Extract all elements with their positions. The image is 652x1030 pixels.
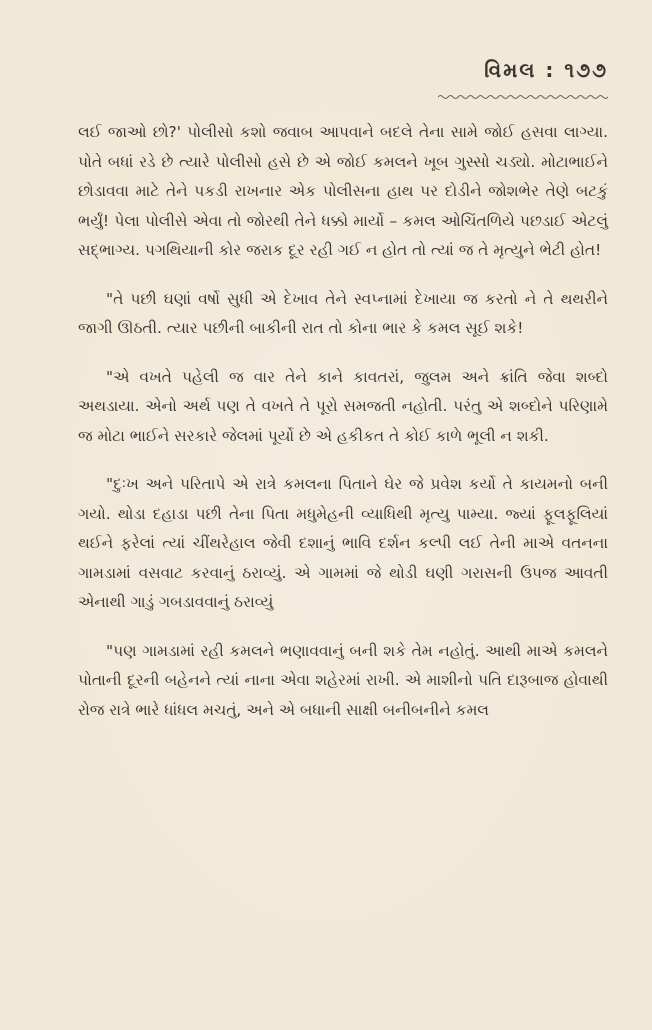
paragraph-3: "એ વખતે પહેલી જ વાર તેને કાને કાવતરાં, જુલમ અને ક્રાંતિ જેવા શબ્દો અથડાયા. એનો અર્થ પણ તે વખતે તે પૂરો સમજતી નહોતી. પરંતુ એ શબ્દોને પરિણામે જ મોટા ભાઈને સરકારે જેલમાં પૂર્યો છે એ હકીકત તે કોઈ કાળે ભૂલી ન શકી. (78, 367, 608, 445)
page-header (308, 58, 608, 82)
paragraph-5: "પણ ગામડામાં રહી કમલને ભણાવવાનું બની શકે તેમ નહોતું. આથી માએ કમલને પોતાની દૂરની બહેનને ત્યાં નાના એવા શહેરમાં રાખી. એ માશીનો પતિ દારૂબાજ હોવાથી રોજ રાત્રે ભારે ધાંધલ મચતું, અને એ બધાની સાક્ષી બનીબનીને કમલ (78, 641, 608, 719)
paragraph-2: "તે પછી ઘણાં વર્ષો સુધી એ દેખાવ તેને સ્વપ્નામાં દેખાયા જ કરતો ને તે થથરીને જાગી ઊઠતી. ત્યાર પછીની બાકીની રાત તો કોના ભાર કે કમલ સૂઈ શકે! (78, 289, 608, 337)
paragraph-4: "દુઃખ અને પરિતાપે એ રાત્રે કમલના પિતાને ઘેર જે પ્રવેશ કર્યો તે કાયમનો બની ગયો. થોડા દહાડા પછી તેના પિતા મધુમેહની વ્યાધિથી મૃત્યુ પામ્યા. જ્યાં ફૂલફૂલિયાં થઈને ફરેલાં ત્યાં ચીંથરેહાલ જેવી દશાનું ભાવિ દર્શન કલ્પી લઈ તેની માએ વતનના ગામડામાં વસવાટ કરવાનું ઠરાવ્યું. એ ગામમાં જે થોડી ઘણી ગરાસની ઉપજ આવતી એનાથી ગાડું ગબડાવવાનું ઠરાવ્યું (78, 475, 608, 611)
running-title: વિમલ : ૧૭૭ (484, 58, 608, 82)
body-text (78, 118, 608, 725)
paragraph-1: લઈ જાઓ છો?' પોલીસો કશો જવાબ આપવાને બદલે તેના સામે જોઈ હસવા લાગ્યા. પોતે બધાં રડે છે ત્યારે પોલીસો હસે છે એ જોઈ કમલને ખૂબ ગુસ્સો ચડ્યો. મોટાભાઈને છોડાવવા માટે તેને પકડી રાખનાર એક પોલીસના હાથ પર દોડીને જોશભેર તેણે બટકું ભર્યું! પેલા પોલીસે એવા તો જોરથી તેને ધક્કો માર્યો – કમલ ઓચિંતળિયે પછડાઈ એટલું સદ્‌ભાગ્ય. પગથિયાની કોર જરાક દૂર રહી ગઈ ન હોત તો ત્યાં જ તે મૃત્યુને ભેટી હોત! (78, 123, 608, 259)
header-wavy-rule (438, 94, 608, 100)
